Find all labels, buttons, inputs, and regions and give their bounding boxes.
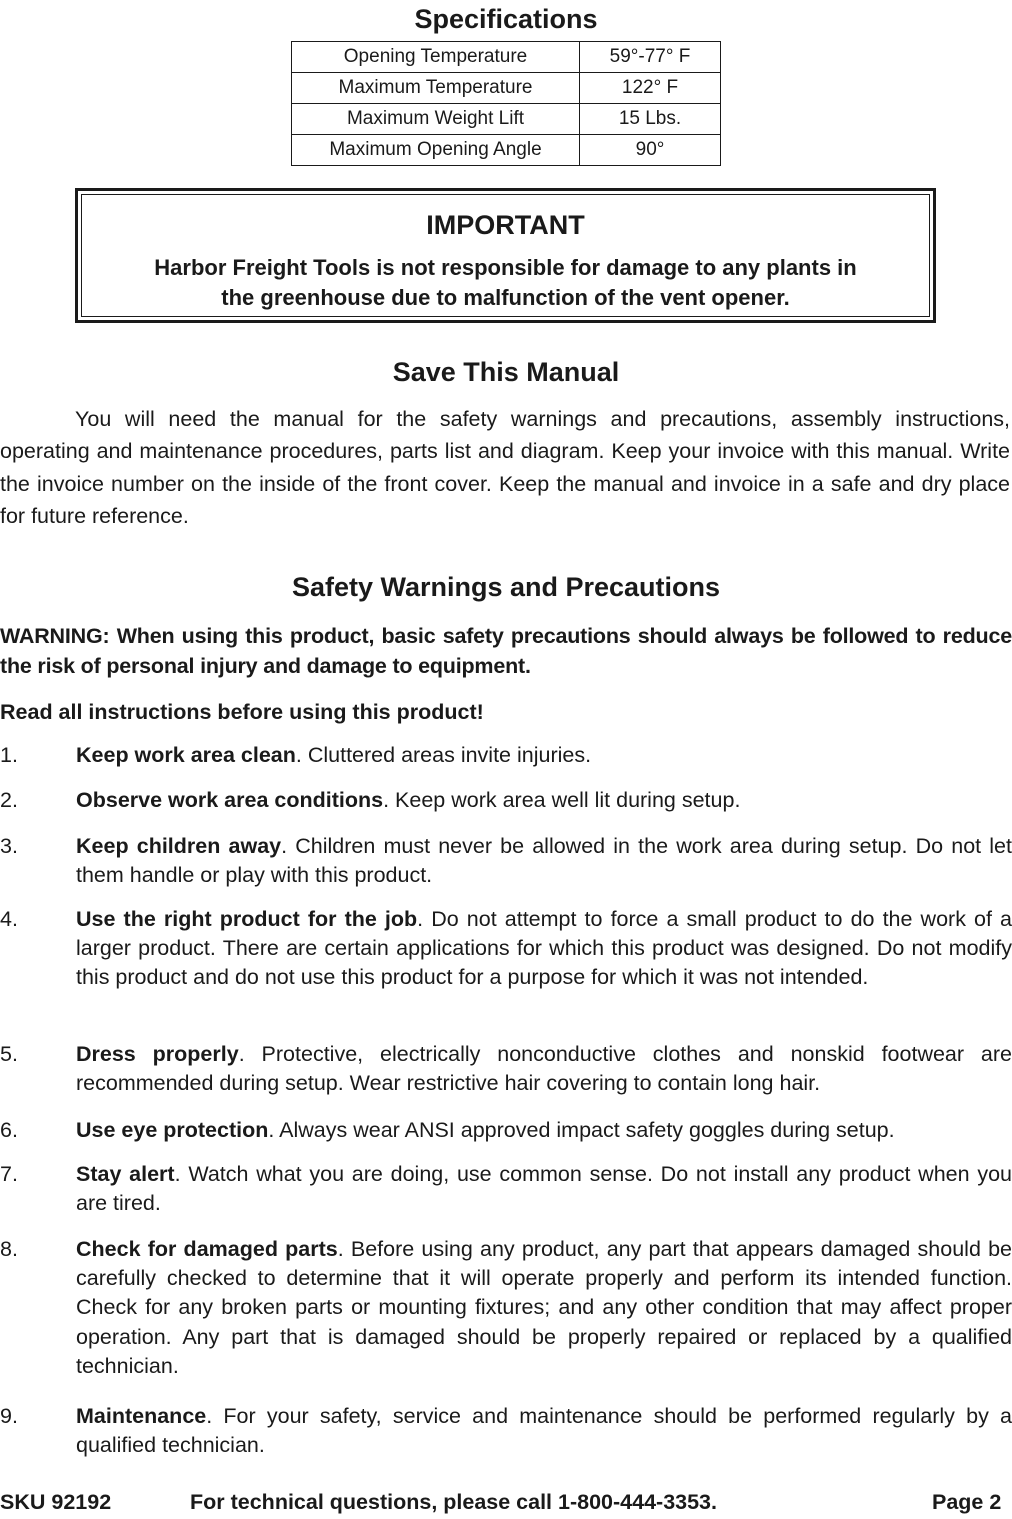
specifications-table bbox=[291, 41, 721, 166]
list-item-number: 4. bbox=[0, 907, 18, 931]
spec-label: Maximum Temperature bbox=[292, 73, 580, 104]
spec-value: 122° F bbox=[580, 73, 721, 104]
table-row bbox=[292, 104, 721, 135]
warning-statement: WARNING: When using this product, basic safety precautions should always be followed to reduce the risk of personal injury and damage to equipment. bbox=[0, 624, 1012, 678]
important-text bbox=[92, 253, 919, 313]
spec-label: Opening Temperature bbox=[292, 42, 580, 73]
list-item-text: . Before using any product, any part that appears damaged should be carefully checked to determine that it will operate properly and perform its intended function. Check for any broken parts or mounting fixtures; and any other condition that may affect proper operation. Any part that is damaged should be properly repaired or replaced by a qualified technician. bbox=[76, 1237, 1012, 1378]
list-item-heading: Observe work area conditions bbox=[76, 788, 384, 812]
save-manual-title: Save This Manual bbox=[392, 357, 620, 387]
list-item-number: 9. bbox=[0, 1404, 18, 1428]
list-item-number: 8. bbox=[0, 1237, 18, 1261]
list-item-number: 1. bbox=[0, 743, 18, 767]
list-item-heading: Keep work area clean bbox=[76, 743, 296, 767]
list-item-text: . For your safety, service and maintenance should be performed regularly by a qualified technician. bbox=[76, 1404, 1012, 1458]
important-notice-inner-border bbox=[81, 194, 930, 317]
save-manual-text: You will need the manual for the safety warnings and precautions, assembly instructions, operating and maintenance procedures, parts list and diagram. Keep your invoice with this manual. Write the invoice number on the inside of the front cover. Keep the manual and invoice in a safe and dry place for future reference. bbox=[0, 407, 1010, 528]
table-row bbox=[292, 135, 721, 166]
list-item-text: . Cluttered areas invite injuries. bbox=[295, 743, 592, 767]
spec-label: Maximum Weight Lift bbox=[292, 104, 580, 135]
list-item-heading: Maintenance bbox=[76, 1404, 207, 1428]
list-item-heading: Use eye protection bbox=[76, 1118, 269, 1142]
list-item-heading: Dress properly bbox=[76, 1042, 239, 1066]
list-item-heading: Stay alert bbox=[76, 1162, 175, 1186]
table-row bbox=[292, 42, 721, 73]
list-item-text: . Always wear ANSI approved impact safety goggles during setup. bbox=[268, 1118, 895, 1142]
list-item-text: . Watch what you are doing, use common sense. Do not install any product when you are tired. bbox=[76, 1162, 1012, 1216]
spec-label: Maximum Opening Angle bbox=[292, 135, 580, 166]
table-row bbox=[292, 73, 721, 104]
list-item-text: . Keep work area well lit during setup. bbox=[383, 788, 741, 812]
spec-value: 15 Lbs. bbox=[580, 104, 721, 135]
spec-value: 90° bbox=[580, 135, 721, 166]
read-instructions-note: Read all instructions before using this product! bbox=[0, 700, 484, 724]
safety-title: Safety Warnings and Precautions bbox=[291, 572, 721, 602]
important-line-1: Harbor Freight Tools is not responsible for damage to any plants in bbox=[154, 255, 857, 280]
list-item-heading: Check for damaged parts bbox=[76, 1237, 338, 1261]
list-item-text: . Protective, electrically nonconductive clothes and nonskid footwear are recommended during setup. Wear restrictive hair covering to contain long hair. bbox=[76, 1042, 1012, 1096]
list-item-text: . Children must never be allowed in the work area during setup. Do not let them handle or play with this product. bbox=[76, 834, 1012, 888]
list-item-number: 2. bbox=[0, 788, 18, 812]
list-item-number: 5. bbox=[0, 1042, 18, 1066]
important-notice-box bbox=[75, 188, 936, 323]
list-item-number: 6. bbox=[0, 1118, 18, 1142]
specifications-title: Specifications bbox=[414, 4, 598, 34]
list-item-text: . Do not attempt to force a small product to do the work of a larger product. There are certain applications for which this product was designed. Do not modify this product and do not use this product for a purpose for which it was not intended. bbox=[76, 907, 1012, 990]
footer-page-number: Page 2 bbox=[932, 1490, 1002, 1514]
important-title: IMPORTANT bbox=[426, 210, 585, 240]
spec-value: 59°-77° F bbox=[580, 42, 721, 73]
list-item-heading: Keep children away bbox=[76, 834, 282, 858]
list-item-number: 3. bbox=[0, 834, 18, 858]
list-item-heading: Use the right product for the job bbox=[76, 907, 418, 931]
important-line-2: the greenhouse due to malfunction of the vent opener. bbox=[221, 285, 790, 310]
footer-sku: SKU 92192 bbox=[0, 1490, 112, 1514]
save-manual-paragraph bbox=[0, 403, 1010, 532]
list-item-number: 7. bbox=[0, 1162, 18, 1186]
footer-support-line: For technical questions, please call 1-800-444-3353. bbox=[190, 1490, 717, 1514]
